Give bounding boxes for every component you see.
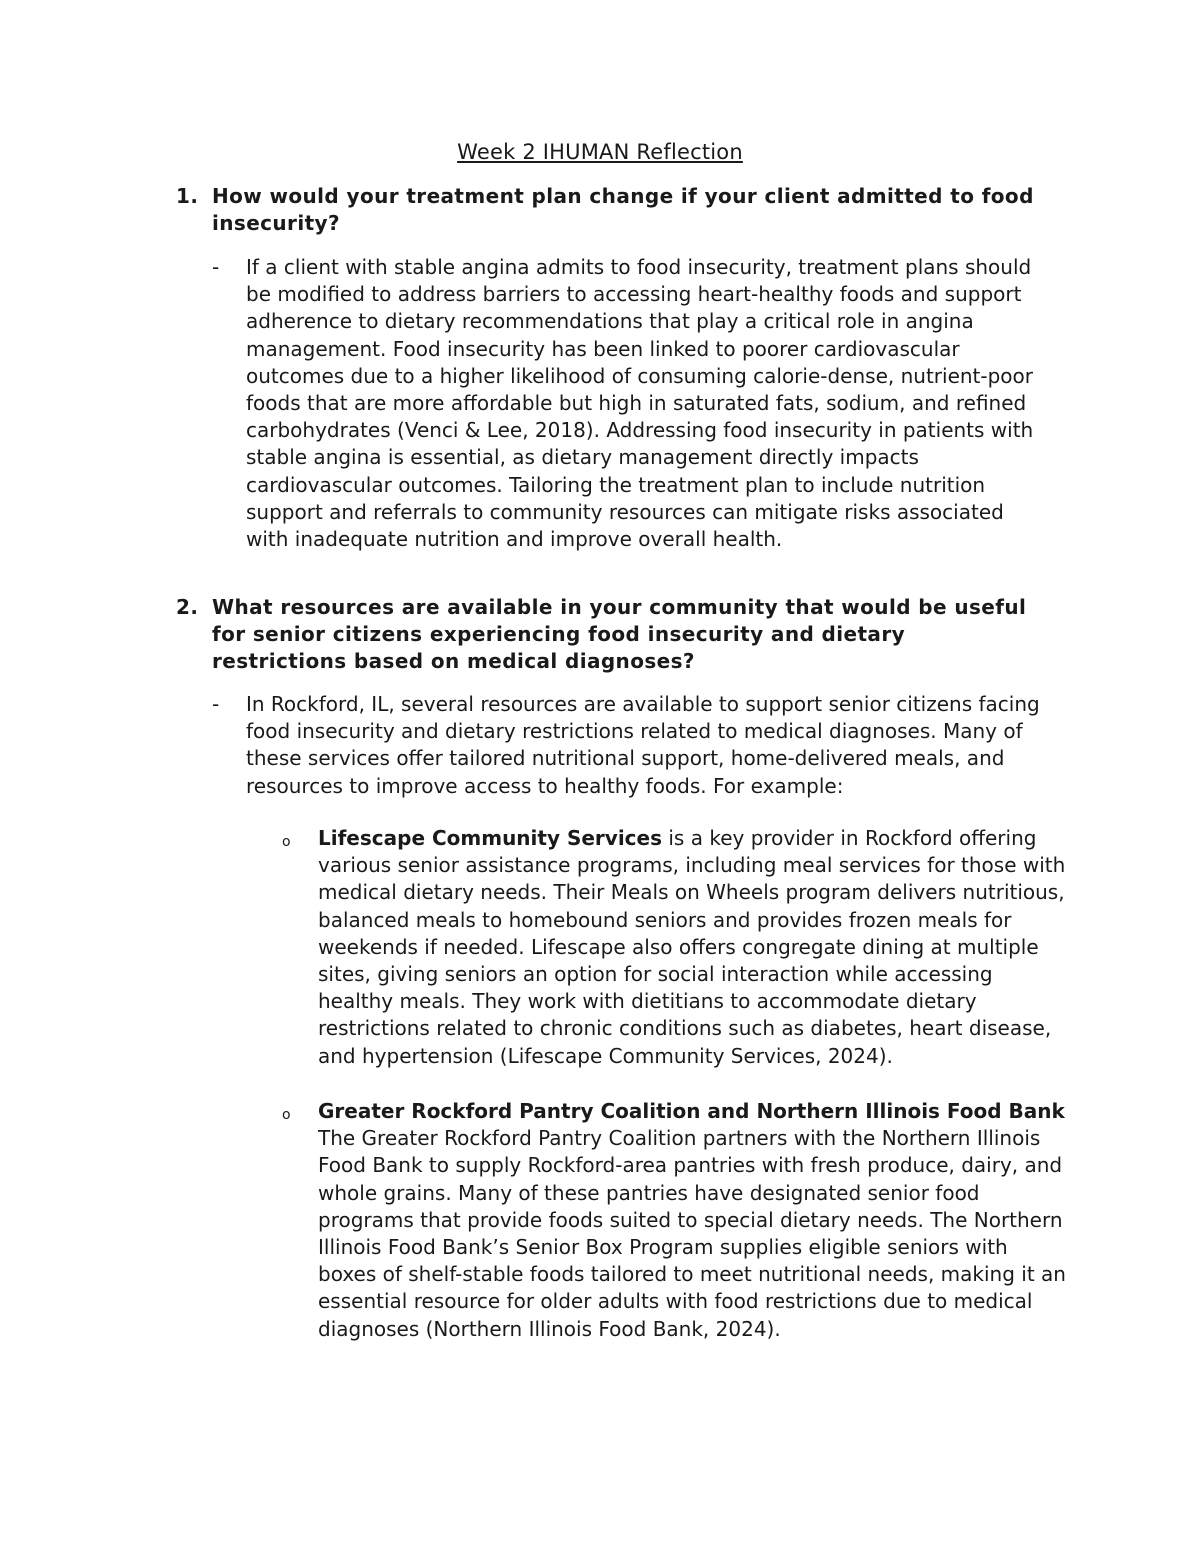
dash-bullet-icon: - [212,692,220,716]
answer-text: In Rockford, IL, several resources are available to support senior citizens facing food insecurity and dietary restrictions related to medical diagnoses. Many of these services offer tailored nutritional support, home-delivered meals, and resources to improve access to healthy foods. For example: [246,692,1040,798]
answer-2 [212,691,1042,800]
question-text: What resources are available in your community that would be useful for senior citizens experiencing food insecurity and dietary restrictions based on medical diagnoses? [212,595,1027,673]
resource-name: Lifescape Community Services [318,826,663,850]
answer-text: If a client with stable angina admits to food insecurity, treatment plans should be modified to address barriers to accessing heart-healthy foods and support adherence to dietary recommendations that play a critical role in angina management. Food insecurity has been linked to poorer cardiovascular outcomes due to a higher likelihood of consuming calorie-dense, nutrient-poor foods that are more affordable but high in saturated fats, sodium, and refined carbohydrates (Venci & Lee, 2018). Addressing food insecurity in patients with stable angina is essential, as dietary management directly impacts cardiovascular outcomes. Tailoring the treatment plan to include nutrition support and referrals to community resources can mitigate risks associated with inadequate nutrition and improve overall health. [246,255,1034,552]
question-number: 2. [176,595,199,619]
circle-bullet-icon: o [282,834,291,850]
resource-name: Greater Rockford Pantry Coalition and Northern Illinois Food Bank [318,1099,1065,1123]
document-title: Week 2 IHUMAN Reflection [457,140,743,164]
question-number: 1. [176,184,199,208]
resource-description: is a key provider in Rockford offering various senior assistance programs, including meal services for those with medical dietary needs. Their Meals on Wheels program delivers nutritious, balanced meals to homebound seniors and provides frozen meals for weekends if needed. Lifescape also offers congregate dining at multiple sites, giving seniors an option for social interaction while accessing healthy meals. They work with dietitians to accommodate dietary restrictions related to chronic conditions such as diabetes, heart disease, and hypertension (Lifescape Community Services, 2024). [318,826,1066,1068]
dash-bullet-icon: - [212,255,220,279]
question-text: How would your treatment plan change if your client admitted to food insecurity? [212,184,1034,235]
resource-item-pantry-coalition [282,1098,1072,1343]
circle-bullet-icon: o [282,1107,291,1123]
resource-item-lifescape [282,825,1072,1070]
question-2 [176,594,1036,675]
question-1 [176,183,1036,237]
resource-description: The Greater Rockford Pantry Coalition partners with the Northern Illinois Food Bank to supply Rockford-area pantries with fresh produce, dairy, and whole grains. Many of these pantries have designated senior food programs that provide foods suited to special dietary needs. The Northern Illinois Food Bank’s Senior Box Program supplies eligible seniors with boxes of shelf-stable foods tailored to meet nutritional needs, making it an essential resource for older adults with food restrictions due to medical diagnoses (Northern Illinois Food Bank, 2024). [318,1126,1066,1341]
answer-1 [212,254,1042,553]
